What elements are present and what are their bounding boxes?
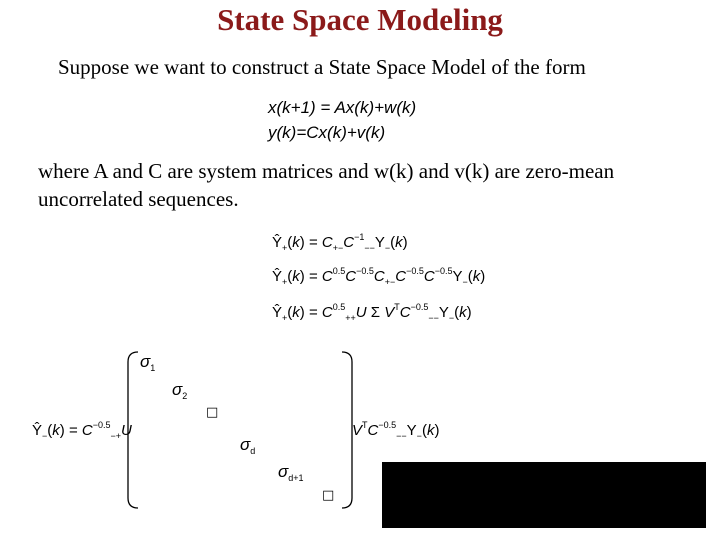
black-redaction-box [382, 462, 706, 528]
ellipsis-box-1: □ [206, 405, 219, 420]
derivation-eq-3: $Ŷ_+(k) = C^{0.5}_{++}U$ Σ $V^TC^{-0.5}_{--}Y_-(k)$ [272, 302, 472, 323]
sigma-1: $\sigma_1$ [140, 352, 156, 373]
derivation-eq-1: $Ŷ_+(k) = C_{+-}C^{-1}_{--}Y_-(k)$ [272, 232, 408, 253]
derivation-eq-2: $Ŷ_+(k) = C^{0.5}C^{-0.5}C_{+-}C^{-0.5}C^{-0.5}Y_-(k)$ [272, 266, 486, 287]
sigma-d: $\sigma_d$ [240, 435, 256, 456]
intro-text: Suppose we want to construct a State Space Model of the form [58, 55, 586, 79]
sigma-2: $\sigma_2$ [172, 380, 188, 401]
matrix-rhs: $V^TC^{-0.5}_{--}Y_-(k)$ [352, 420, 440, 441]
ellipsis-box-2: □ [322, 488, 335, 503]
state-equation: x(k+1) = Ax(k)+w(k) [268, 98, 417, 117]
output-equation: y(k)=Cx(k)+v(k) [268, 123, 386, 142]
description-paragraph: where A and C are system matrices and w(k) and v(k) are zero-mean uncorrelated sequences. [38, 159, 615, 211]
sigma-d-plus-1: $\sigma_{d+1}$ [278, 462, 304, 483]
matrix-lhs: $Ŷ_-(k) = C^{-0.5}_{-+}U$ [32, 420, 132, 441]
slide-title: State Space Modeling [217, 2, 503, 37]
